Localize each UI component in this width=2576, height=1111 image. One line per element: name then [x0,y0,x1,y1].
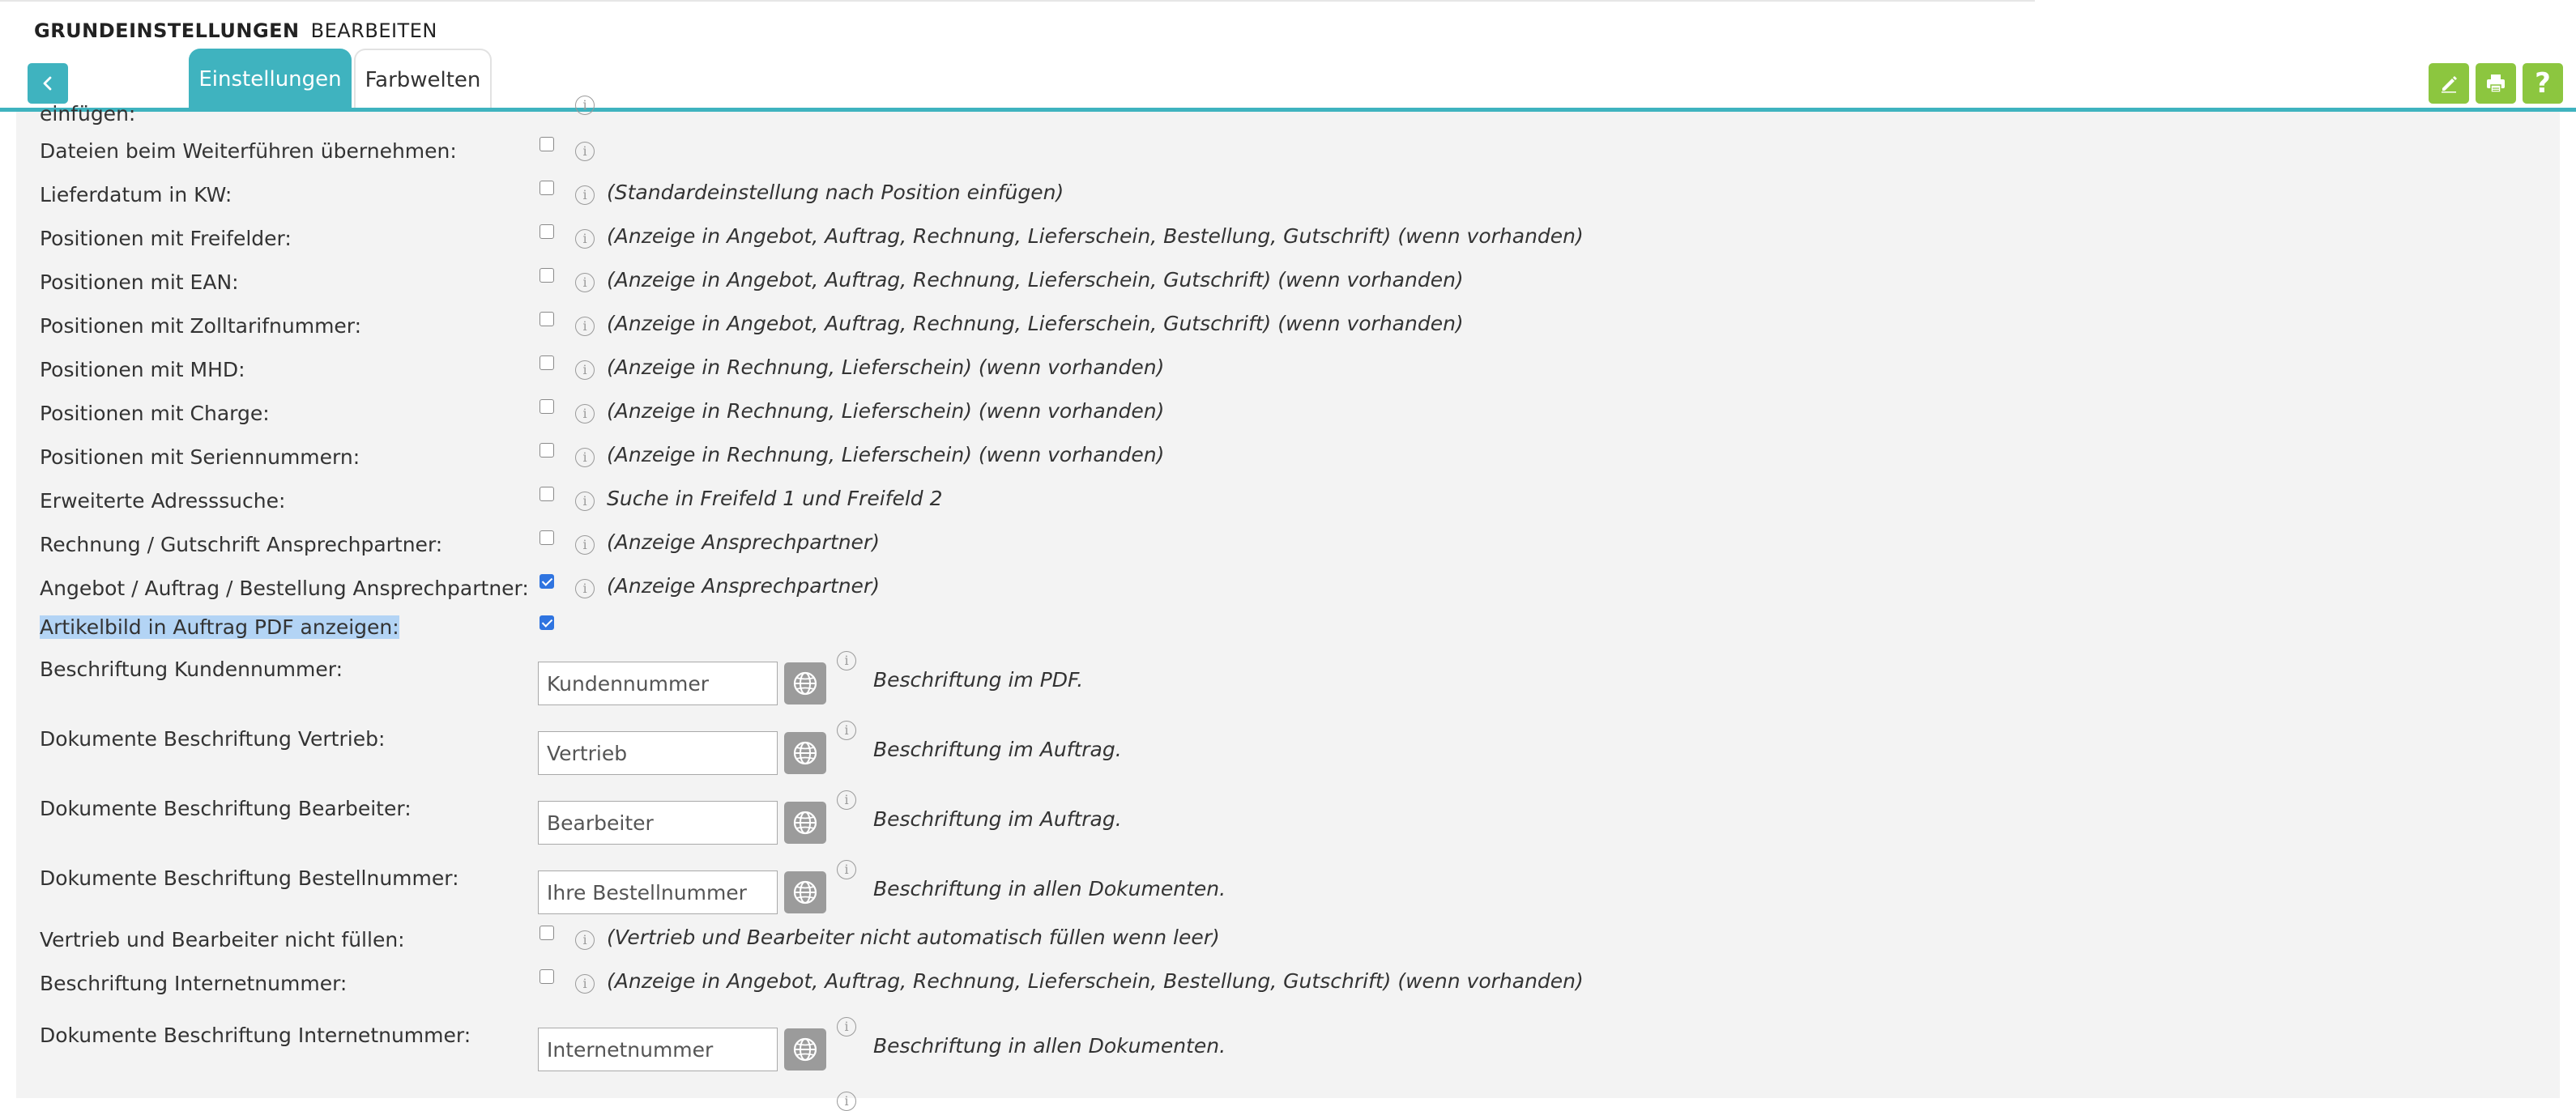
info-icon[interactable]: i [575,273,595,292]
setting-hint: (Anzeige in Angebot, Auftrag, Rechnung, Lieferschein, Gutschrift) (wenn vorhanden) [607,312,1464,335]
setting-checkbox[interactable] [540,487,554,501]
setting-label: Beschriftung Internetnummer: [40,972,348,995]
bestellnummer-input[interactable] [538,870,778,914]
setting-hint: (Anzeige in Rechnung, Lieferschein) (wenn vorhanden) [607,399,1165,423]
printer-icon [2484,71,2508,96]
setting-label: Rechnung / Gutschrift Ansprechpartner: [40,533,443,556]
globe-icon [791,878,820,907]
tab-farbwelten[interactable]: Farbwelten [354,49,492,110]
setting-checkbox[interactable] [540,224,554,239]
setting-hint: Beschriftung in allen Dokumenten. [873,1034,1226,1058]
info-icon[interactable]: i [837,651,856,670]
setting-label: Dokumente Beschriftung Bearbeiter: [40,797,412,820]
setting-checkbox[interactable] [540,530,554,545]
settings-row [16,721,2560,773]
info-icon[interactable]: i [575,142,595,161]
settings-panel [16,97,2560,1109]
setting-hint: (Vertrieb und Bearbeiter nicht automatisch füllen wenn leer) [607,926,1220,949]
vertrieb-input[interactable] [538,731,778,775]
internetnummer-input[interactable] [538,1028,778,1071]
setting-label: Vertrieb und Bearbeiter nicht füllen: [40,928,405,951]
setting-checkbox[interactable] [540,615,554,630]
edit-button[interactable] [2429,63,2469,104]
settings-row [16,572,2560,612]
setting-hint: Beschriftung in allen Dokumenten. [873,877,1226,900]
setting-checkbox[interactable] [540,181,554,195]
setting-hint: Beschriftung im PDF. [873,668,1084,692]
setting-label: Erweiterte Adresssuche: [40,489,286,513]
page-title [34,16,437,45]
info-icon[interactable]: i [837,1017,856,1037]
settings-row [16,528,2560,568]
translate-button[interactable] [784,662,826,704]
settings-row [16,309,2560,350]
setting-hint: (Anzeige in Rechnung, Lieferschein) (wenn vorhanden) [607,443,1165,466]
tab-einstellungen[interactable]: Einstellungen [189,49,352,110]
pencil-icon [2437,72,2460,95]
setting-label: Positionen mit Seriennummern: [40,445,360,469]
info-icon[interactable]: i [837,860,856,879]
info-icon[interactable]: i [837,790,856,810]
setting-checkbox[interactable] [540,137,554,151]
help-icon: ? [2535,67,2551,100]
settings-row [16,967,2560,1007]
globe-icon [791,739,820,768]
setting-label: Dokumente Beschriftung Bestellnummer: [40,866,459,890]
info-icon[interactable]: i [837,1092,856,1111]
translate-button[interactable] [784,802,826,844]
chevron-left-icon [39,74,57,92]
setting-checkbox[interactable] [540,443,554,458]
print-button[interactable] [2476,63,2516,104]
info-icon[interactable]: i [575,185,595,205]
settings-row [16,353,2560,394]
setting-checkbox[interactable] [540,355,554,370]
setting-hint: (Anzeige in Angebot, Auftrag, Rechnung, Lieferschein, Gutschrift) (wenn vorhanden) [607,268,1464,292]
kundennummer-input[interactable] [538,662,778,705]
setting-checkbox[interactable] [540,574,554,589]
settings-row [16,1017,2560,1069]
info-icon[interactable]: i [837,721,856,740]
info-icon[interactable]: i [575,535,595,555]
page-title-main: GRUNDEINSTELLUNGEN [34,19,300,42]
info-icon[interactable]: i [575,448,595,467]
info-icon[interactable]: i [575,360,595,380]
setting-label: Positionen mit EAN: [40,270,239,294]
back-button[interactable] [28,63,68,104]
settings-row [16,266,2560,306]
info-icon[interactable]: i [575,930,595,950]
info-icon[interactable]: i [575,579,595,598]
settings-row [16,222,2560,262]
info-icon[interactable]: i [575,229,595,249]
setting-label: Angebot / Auftrag / Bestellung Ansprechpartner: [40,577,529,600]
setting-hint: (Anzeige in Angebot, Auftrag, Rechnung, Lieferschein, Bestellung, Gutschrift) (wenn vorhanden) [607,224,1584,248]
settings-row [16,134,2560,175]
settings-row [16,178,2560,219]
setting-hint: Suche in Freifeld 1 und Freifeld 2 [607,487,943,510]
help-button[interactable] [2523,63,2563,104]
setting-label: Dateien beim Weiterführen übernehmen: [40,139,457,163]
setting-label: Dokumente Beschriftung Vertrieb: [40,727,386,751]
settings-row [16,651,2560,703]
setting-hint: (Anzeige in Rechnung, Lieferschein) (wenn vorhanden) [607,355,1165,379]
info-icon[interactable]: i [575,492,595,511]
settings-row [16,441,2560,481]
page-title-mode: BEARBEITEN [310,19,437,42]
setting-label: Beschriftung Kundennummer: [40,658,343,681]
translate-button[interactable] [784,871,826,913]
setting-checkbox[interactable] [540,268,554,283]
setting-label: einfügen: [40,102,136,126]
info-icon[interactable]: i [575,974,595,994]
globe-icon [791,808,820,837]
settings-row [16,860,2560,912]
settings-row [16,611,2560,651]
setting-label: Positionen mit Zolltarifnummer: [40,314,362,338]
globe-icon [791,1035,820,1064]
setting-label: Artikelbild in Auftrag PDF anzeigen: [40,615,399,639]
settings-row [16,923,2560,964]
setting-hint: (Standardeinstellung nach Position einfügen) [607,181,1064,204]
setting-label: Lieferdatum in KW: [40,183,232,206]
info-icon[interactable]: i [575,317,595,336]
globe-icon [791,669,820,698]
setting-label: Positionen mit MHD: [40,358,245,381]
settings-row [16,397,2560,437]
translate-button[interactable] [784,1028,826,1071]
setting-hint: (Anzeige Ansprechpartner) [607,574,880,598]
translate-button[interactable] [784,732,826,774]
setting-checkbox[interactable] [540,399,554,414]
top-border [0,0,2035,2]
settings-row [16,484,2560,525]
setting-label: Positionen mit Charge: [40,402,270,425]
info-icon[interactable]: i [575,404,595,424]
info-icon[interactable]: i [575,96,595,115]
bearbeiter-input[interactable] [538,801,778,845]
setting-checkbox[interactable] [540,926,554,940]
setting-checkbox[interactable] [540,969,554,984]
setting-hint: (Anzeige Ansprechpartner) [607,530,880,554]
setting-hint: Beschriftung im Auftrag. [873,738,1122,761]
setting-label: Dokumente Beschriftung Internetnummer: [40,1024,471,1047]
settings-row [16,790,2560,842]
setting-label: Positionen mit Freifelder: [40,227,292,250]
setting-hint: (Anzeige in Angebot, Auftrag, Rechnung, Lieferschein, Bestellung, Gutschrift) (wenn vorhanden) [607,969,1584,993]
setting-checkbox[interactable] [540,312,554,326]
setting-hint: Beschriftung im Auftrag. [873,807,1122,831]
